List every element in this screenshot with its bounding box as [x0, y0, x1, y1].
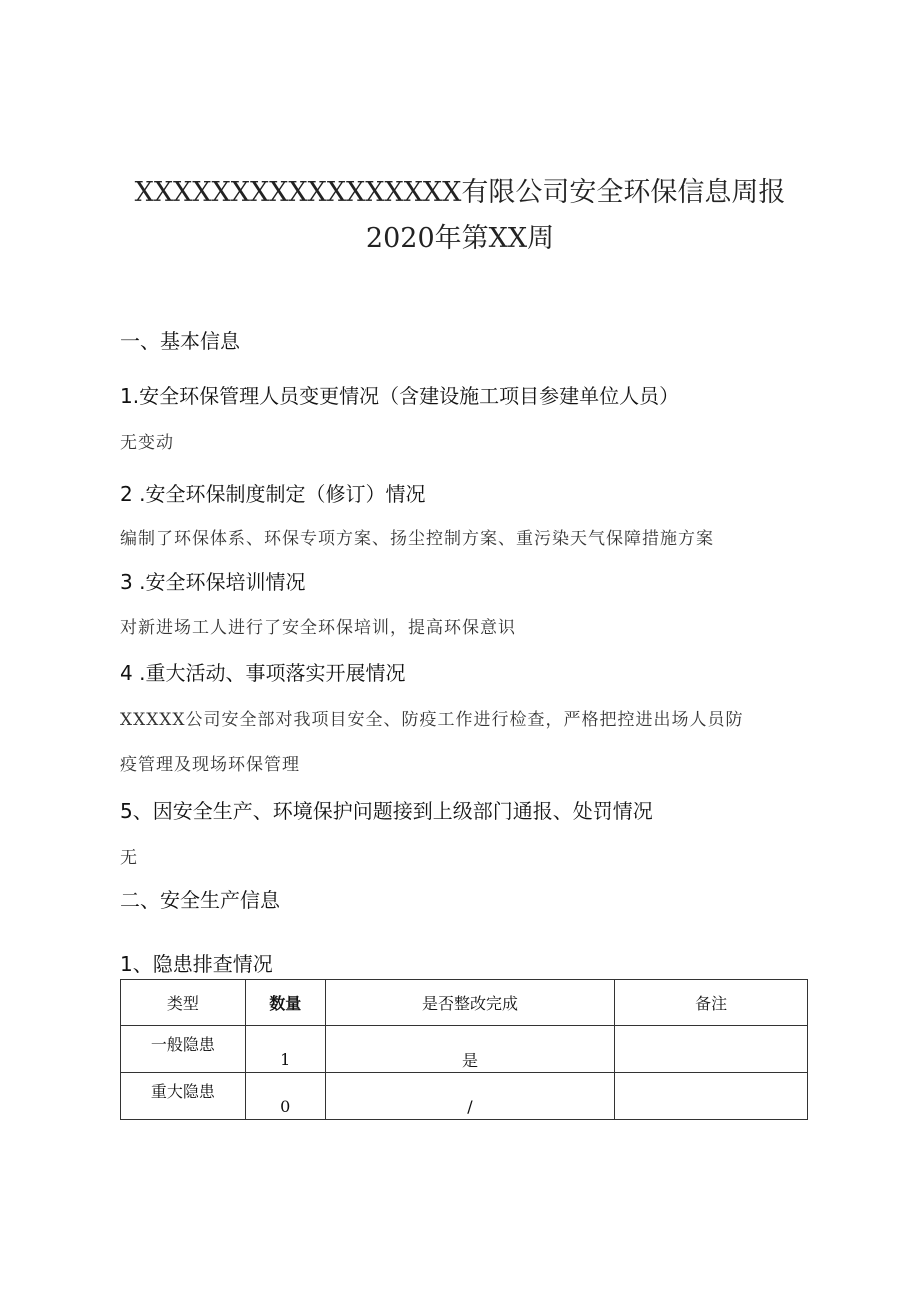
item-5-content: 无 [120, 848, 138, 868]
cell-type-text: 一般隐患 [150, 1034, 215, 1054]
item-5-heading: 5、因安全生产、环境保护问题接到上级部门通报、处罚情况 [120, 799, 653, 823]
cell-type [121, 1026, 246, 1073]
col-header-type: 类型 [121, 980, 246, 1026]
item-2-heading: 2 .安全环保制度制定（修订）情况 [120, 482, 426, 506]
item-4-content-line1: XXXXX公司安全部对我项目安全、防疫工作进行检查，严格把控进出场人员防 [120, 710, 744, 730]
cell-completed [325, 1073, 615, 1120]
cell-note [615, 1026, 808, 1073]
section-basic-info-heading: 一、基本信息 [120, 329, 240, 353]
cell-count [245, 1026, 325, 1073]
cell-note [615, 1073, 808, 1120]
col-header-completed: 是否整改完成 [325, 980, 615, 1026]
cell-count-text: 0 [280, 1096, 291, 1116]
table-row [121, 1073, 808, 1120]
table-header-row [121, 980, 808, 1026]
hazard-check-heading: 1、隐患排查情况 [120, 952, 273, 976]
cell-completed-text: / [467, 1096, 473, 1116]
col-header-note: 备注 [615, 980, 808, 1026]
item-1-content: 无变动 [120, 433, 174, 453]
item-3-content: 对新进场工人进行了安全环保培训，提高环保意识 [120, 618, 516, 638]
hazard-table [120, 979, 808, 1120]
cell-count-text: 1 [280, 1049, 291, 1069]
item-1-heading: 1.安全环保管理人员变更情况（含建设施工项目参建单位人员） [120, 384, 680, 408]
item-4-content-line2: 疫管理及现场环保管理 [120, 755, 300, 775]
section-safety-heading: 二、安全生产信息 [120, 888, 280, 912]
table-row [121, 1026, 808, 1073]
report-week: 2020年第XX周 [365, 223, 555, 254]
item-3-heading: 3 .安全环保培训情况 [120, 570, 306, 594]
cell-type [121, 1073, 246, 1120]
report-title: XXXXXXXXXXXXXXXXX有限公司安全环保信息周报 [134, 177, 786, 208]
cell-count [245, 1073, 325, 1120]
col-header-count: 数量 [245, 980, 325, 1026]
item-4-heading: 4 .重大活动、事项落实开展情况 [120, 661, 406, 685]
item-2-content: 编制了环保体系、环保专项方案、扬尘控制方案、重污染天气保障措施方案 [120, 529, 714, 549]
cell-type-text: 重大隐患 [150, 1081, 215, 1101]
cell-completed [325, 1026, 615, 1073]
cell-completed-text: 是 [461, 1050, 478, 1070]
